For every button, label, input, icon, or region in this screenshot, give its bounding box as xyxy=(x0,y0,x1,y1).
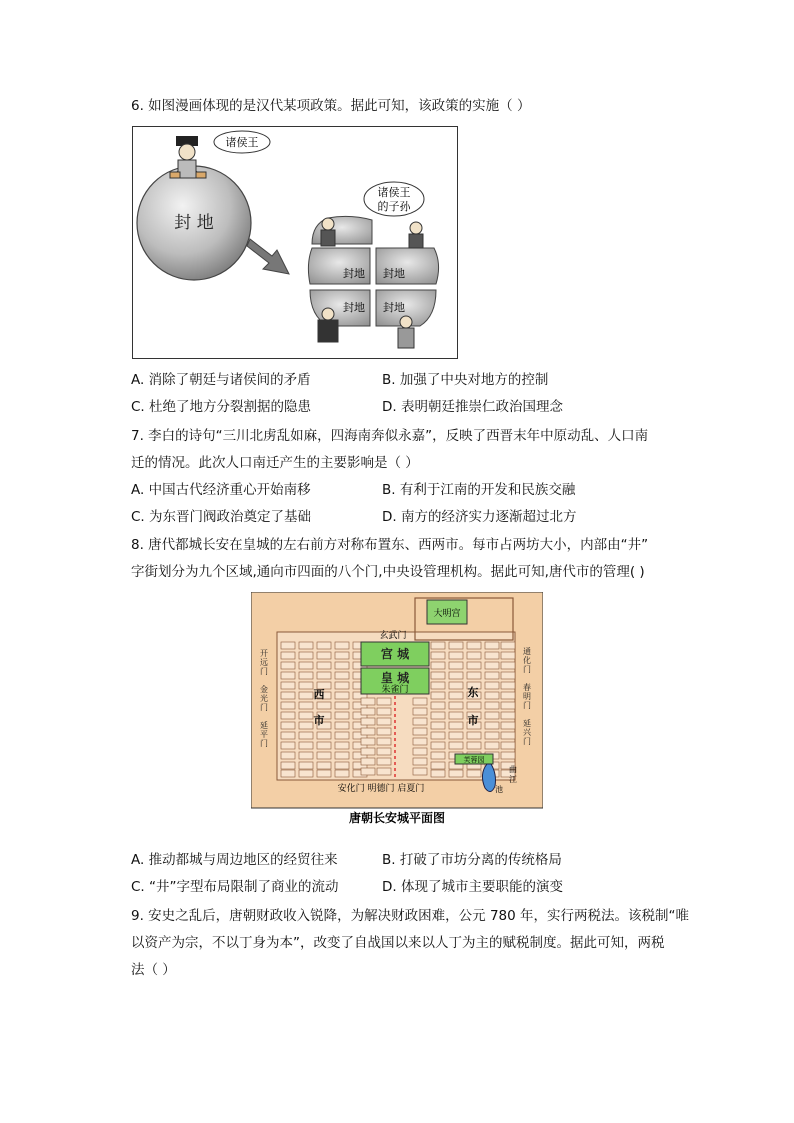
ward-block xyxy=(485,722,499,729)
ward-block xyxy=(281,702,295,709)
piece-label-1: 封地 xyxy=(343,267,365,280)
ward-block xyxy=(377,728,391,735)
q8-option-d[interactable]: D. 体现了城市主要职能的演变 xyxy=(382,879,563,895)
ward-block xyxy=(449,682,463,689)
ward-block xyxy=(317,662,331,669)
ward-block xyxy=(449,742,463,749)
q8-stem-line2: 字街划分为九个区域,通向市四面的八个门,中央设管理机构。据此可知,唐代市的管理( ) xyxy=(131,564,645,580)
jinguang-gate-label: 光 xyxy=(260,694,268,703)
ward-block xyxy=(335,722,349,729)
yanping-gate-label: 延 xyxy=(260,721,268,730)
ward-block xyxy=(485,732,499,739)
ward-block xyxy=(467,642,481,649)
ward-block xyxy=(335,652,349,659)
q9-stem-line3: 法（ ） xyxy=(131,962,176,978)
ward-block xyxy=(335,762,349,769)
kaiyuan-gate-label: 开 xyxy=(260,649,268,658)
ward-block xyxy=(501,642,515,649)
ward-block xyxy=(299,662,313,669)
q7-option-c[interactable]: C. 为东晋门阀政治奠定了基础 xyxy=(131,509,312,525)
ward-block xyxy=(299,752,313,759)
ward-block xyxy=(431,712,445,719)
ward-block xyxy=(449,662,463,669)
q7-stem-line2: 迁的情况。此次人口南迁产生的主要影响是（ ） xyxy=(131,455,419,471)
ward-block xyxy=(281,672,295,679)
ward-block xyxy=(485,652,499,659)
ward-block xyxy=(467,652,481,659)
ward-block xyxy=(281,770,295,777)
ward-block xyxy=(299,672,313,679)
ward-block xyxy=(335,662,349,669)
kaiyuan-gate-label: 远 xyxy=(260,658,268,667)
ward-block xyxy=(449,722,463,729)
ward-block xyxy=(377,748,391,755)
ward-block xyxy=(281,662,295,669)
south-gates-label: 安化门 明德门 启夏门 xyxy=(337,784,425,794)
ward-block xyxy=(413,768,427,775)
ward-block xyxy=(431,642,445,649)
tonghua-gate-label: 门 xyxy=(523,665,531,674)
ward-block xyxy=(449,652,463,659)
ward-block xyxy=(501,722,515,729)
qujiang-char2: 江 xyxy=(509,775,517,784)
q9-stem-line1: 9. 安史之乱后，唐朝财政收入锐降，为解决财政困难，公元 780 年，实行两税法。该税制“唯 xyxy=(131,908,690,924)
ward-block xyxy=(467,732,481,739)
bubble2-line2: 的子孙 xyxy=(377,200,411,213)
ward-block xyxy=(431,722,445,729)
ward-block xyxy=(413,698,427,705)
q7-option-b[interactable]: B. 有利于江南的开发和民族交融 xyxy=(382,482,576,498)
ward-block xyxy=(449,732,463,739)
jinguang-gate-label: 金 xyxy=(260,685,268,694)
ward-block xyxy=(413,708,427,715)
ward-block xyxy=(299,770,313,777)
q6-option-c[interactable]: C. 杜绝了地方分裂割据的隐患 xyxy=(131,399,312,415)
ward-block xyxy=(431,770,445,777)
ward-block xyxy=(431,692,445,699)
ward-block xyxy=(317,762,331,769)
ward-block xyxy=(317,732,331,739)
ward-block xyxy=(317,672,331,679)
ward-block xyxy=(413,728,427,735)
big-land-label: 封 地 xyxy=(174,213,214,233)
ward-block xyxy=(281,732,295,739)
ward-block xyxy=(335,742,349,749)
ward-block xyxy=(361,738,375,745)
ward-block xyxy=(413,758,427,765)
q8-option-a[interactable]: A. 推动都城与周边地区的经贸往来 xyxy=(131,852,338,868)
ward-block xyxy=(413,718,427,725)
ward-block xyxy=(449,770,463,777)
ward-block xyxy=(501,702,515,709)
q6-option-d[interactable]: D. 表明朝廷推崇仁政治国理念 xyxy=(382,399,563,415)
ward-block xyxy=(501,742,515,749)
ward-block xyxy=(317,702,331,709)
q9-stem-line2: 以资产为宗，不以丁身为本”，改变了自战国以来以人丁为主的赋税制度。据此可知，两税 xyxy=(131,935,665,951)
ward-block xyxy=(281,752,295,759)
ward-block xyxy=(377,718,391,725)
ward-block xyxy=(281,762,295,769)
ward-block xyxy=(361,758,375,765)
ward-block xyxy=(361,768,375,775)
ward-block xyxy=(431,732,445,739)
ward-block xyxy=(317,742,331,749)
ward-block xyxy=(299,762,313,769)
ward-block xyxy=(317,652,331,659)
ward-block xyxy=(467,672,481,679)
ward-block xyxy=(377,708,391,715)
ward-block xyxy=(335,702,349,709)
ward-block xyxy=(335,712,349,719)
yanping-gate-label: 平 xyxy=(260,730,268,739)
ward-block xyxy=(431,762,445,769)
tonghua-gate-label: 通 xyxy=(523,647,531,656)
ward-block xyxy=(485,642,499,649)
ward-block xyxy=(467,662,481,669)
ward-block xyxy=(281,642,295,649)
ward-block xyxy=(413,738,427,745)
ward-block xyxy=(485,702,499,709)
east-market-char1: 东 xyxy=(467,686,479,699)
bubble1-text: 诸侯王 xyxy=(225,136,259,149)
ward-block xyxy=(501,662,515,669)
q8-option-c[interactable]: C. “井”字型布局限制了商业的流动 xyxy=(131,879,339,895)
ward-block xyxy=(501,682,515,689)
ward-block xyxy=(501,752,515,759)
furongyuan-label: 芙蓉园 xyxy=(463,756,485,764)
tonghua-gate-label: 化 xyxy=(523,656,531,665)
qujiang-char1: 曲 xyxy=(509,765,517,774)
ward-block xyxy=(449,672,463,679)
ward-block xyxy=(317,752,331,759)
ward-block xyxy=(281,682,295,689)
ward-block xyxy=(377,768,391,775)
ward-block xyxy=(335,752,349,759)
qujiang-char3: 池 xyxy=(495,785,503,794)
ward-block xyxy=(299,652,313,659)
ward-block xyxy=(449,702,463,709)
bubble2-line1: 诸侯王 xyxy=(377,186,411,199)
ward-block xyxy=(281,742,295,749)
ward-block xyxy=(467,770,481,777)
west-market-char2: 市 xyxy=(313,714,325,727)
map-caption: 唐朝长安城平面图 xyxy=(348,811,446,825)
kaiyuan-gate-label: 门 xyxy=(260,667,268,676)
ward-block xyxy=(377,738,391,745)
ward-block xyxy=(377,758,391,765)
yanxing-gate-label: 门 xyxy=(523,737,531,746)
q8-option-b[interactable]: B. 打破了市坊分离的传统格局 xyxy=(382,852,562,868)
xuanwumen-label: 玄武门 xyxy=(379,631,407,641)
piece-label-4: 封地 xyxy=(383,301,405,314)
ward-block xyxy=(501,712,515,719)
ward-block xyxy=(467,742,481,749)
ward-block xyxy=(431,672,445,679)
yanxing-gate-label: 延 xyxy=(523,719,531,728)
ward-block xyxy=(281,692,295,699)
ward-block xyxy=(485,742,499,749)
ward-block xyxy=(281,652,295,659)
ward-block xyxy=(413,748,427,755)
ward-block xyxy=(431,652,445,659)
ward-block xyxy=(335,692,349,699)
ward-block xyxy=(299,742,313,749)
ward-block xyxy=(335,682,349,689)
ward-block xyxy=(361,718,375,725)
yanping-gate-label: 门 xyxy=(260,739,268,748)
ward-block xyxy=(485,682,499,689)
ward-block xyxy=(485,692,499,699)
east-market-char2: 市 xyxy=(467,714,479,727)
ward-block xyxy=(431,662,445,669)
ward-block xyxy=(299,712,313,719)
ward-block xyxy=(431,702,445,709)
q7-option-d[interactable]: D. 南方的经济实力逐渐超过北方 xyxy=(382,509,577,525)
huangcheng-label: 皇 城 xyxy=(380,671,410,685)
ward-block xyxy=(281,712,295,719)
ward-block xyxy=(335,732,349,739)
ward-block xyxy=(299,682,313,689)
daminggong-label: 大明宫 xyxy=(433,609,461,619)
ward-block xyxy=(501,652,515,659)
ward-block xyxy=(501,732,515,739)
q6-option-b[interactable]: B. 加强了中央对地方的控制 xyxy=(382,372,549,388)
ward-block xyxy=(467,702,481,709)
ward-block xyxy=(317,770,331,777)
ward-block xyxy=(361,728,375,735)
ward-block xyxy=(431,742,445,749)
q6-stem: 6. 如图漫画体现的是汉代某项政策。据此可知，该政策的实施（ ） xyxy=(131,98,531,114)
ward-block xyxy=(431,682,445,689)
ward-block xyxy=(501,672,515,679)
ward-block xyxy=(335,770,349,777)
ward-block xyxy=(449,642,463,649)
ward-block xyxy=(281,722,295,729)
chunming-gate-label: 明 xyxy=(523,692,531,701)
piece-label-3: 封地 xyxy=(343,301,365,314)
gongcheng-label: 宫 城 xyxy=(380,647,410,661)
ward-block xyxy=(485,662,499,669)
ward-block xyxy=(299,722,313,729)
ward-block xyxy=(335,642,349,649)
ward-block xyxy=(377,698,391,705)
piece-label-2: 封地 xyxy=(383,267,405,280)
ward-block xyxy=(485,672,499,679)
q8-stem-line1: 8. 唐代都城长安在皇城的左右前方对称布置东、西两市。每市占两坊大小，内部由“井” xyxy=(131,537,649,553)
ward-block xyxy=(335,672,349,679)
zhuquemen-label: 朱雀门 xyxy=(381,685,409,695)
ward-block xyxy=(361,708,375,715)
jinguang-gate-label: 门 xyxy=(260,703,268,712)
yanxing-gate-label: 兴 xyxy=(523,728,531,737)
ward-block xyxy=(299,732,313,739)
ward-block xyxy=(449,712,463,719)
ward-block xyxy=(299,702,313,709)
q7-stem-line1: 7. 李白的诗句“三川北虏乱如麻，四海南奔似永嘉”，反映了西晋末年中原动乱、人口南 xyxy=(131,428,649,444)
q6-cartoon xyxy=(132,126,458,359)
q7-option-a[interactable]: A. 中国古代经济重心开始南移 xyxy=(131,482,311,498)
ward-block xyxy=(361,698,375,705)
q6-option-a[interactable]: A. 消除了朝廷与诸侯间的矛盾 xyxy=(131,372,311,388)
ward-block xyxy=(431,752,445,759)
ward-block xyxy=(361,748,375,755)
q8-changan-map xyxy=(251,592,543,832)
ward-block xyxy=(485,712,499,719)
chunming-gate-label: 春 xyxy=(523,683,531,692)
ward-block xyxy=(299,692,313,699)
chunming-gate-label: 门 xyxy=(523,701,531,710)
ward-block xyxy=(317,642,331,649)
ward-block xyxy=(299,642,313,649)
ward-block xyxy=(449,692,463,699)
ward-block xyxy=(501,692,515,699)
west-market-char1: 西 xyxy=(313,688,325,701)
